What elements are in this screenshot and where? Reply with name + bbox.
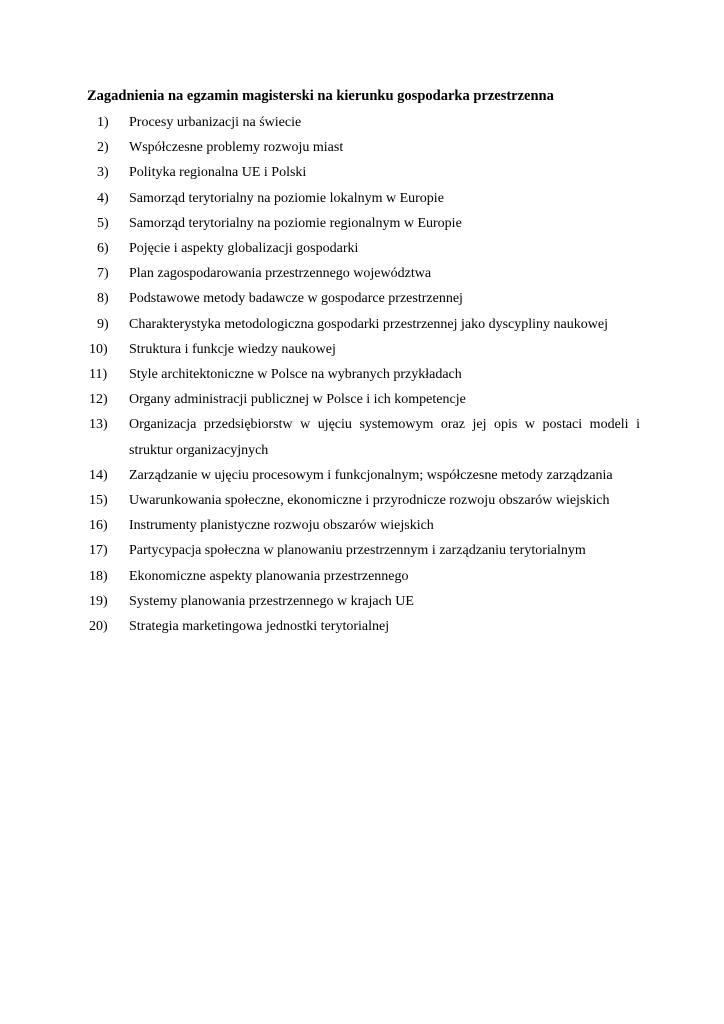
list-item <box>87 412 640 462</box>
list-item <box>87 160 640 185</box>
list-item-text: Plan zagospodarowania przestrzennego województwa <box>129 266 432 282</box>
list-item-number: 16) <box>89 518 108 534</box>
list-item-number: 19) <box>89 593 108 609</box>
list-item <box>87 211 640 236</box>
list-item <box>87 362 640 387</box>
list-item-text: Partycypacja społeczna w planowaniu przestrzennym i zarządzaniu terytorialnym <box>129 543 586 559</box>
list-item-text: Procesy urbanizacji na świecie <box>129 115 302 130</box>
list-item <box>87 110 640 135</box>
list-item-number: 4) <box>97 190 109 206</box>
list-item <box>87 186 640 211</box>
list-item <box>87 463 640 488</box>
list-item-text: Samorząd terytorialny na poziomie lokalnym w Europie <box>129 190 444 206</box>
list-item-number: 7) <box>97 266 109 282</box>
list-item <box>87 337 640 362</box>
list-item <box>87 312 640 337</box>
list-item <box>87 387 640 412</box>
list-item <box>87 614 640 639</box>
list-item-text: Style architektoniczne w Polsce na wybranych przykładach <box>129 367 462 383</box>
list-item-number: 9) <box>97 316 109 332</box>
list-item-number: 13) <box>89 417 108 433</box>
exam-topic-list <box>87 110 640 639</box>
list-item-text: Organy administracji publicznej w Polsce i ich kompetencje <box>129 392 466 408</box>
list-item <box>87 135 640 160</box>
list-item-text: Podstawowe metody badawcze w gospodarce przestrzennej <box>129 291 463 307</box>
list-item-text: Uwarunkowania społeczne, ekonomiczne i przyrodnicze rozwoju obszarów wiejskich <box>129 493 610 509</box>
list-item <box>87 538 640 563</box>
list-item-text: Ekonomiczne aspekty planowania przestrzennego <box>129 568 409 584</box>
list-item-number: 6) <box>97 241 109 257</box>
list-item-number: 11) <box>89 367 108 383</box>
list-item <box>87 564 640 589</box>
list-item-number: 17) <box>89 543 108 559</box>
list-item-number: 14) <box>89 467 108 483</box>
list-item-text: Organizacja przedsiębiorstw w ujęciu systemowym oraz jej opis w postaci modeli i struktur organizacyjnych <box>129 417 640 458</box>
list-item-number: 18) <box>89 568 108 584</box>
list-item-number: 15) <box>89 493 108 509</box>
list-item-text: Systemy planowania przestrzennego w krajach UE <box>129 593 414 609</box>
list-item-number: 8) <box>97 291 109 307</box>
list-item-number: 2) <box>97 140 109 156</box>
list-item <box>87 236 640 261</box>
list-item-number: 5) <box>97 215 109 231</box>
list-item-text: Współczesne problemy rozwoju miast <box>129 140 344 156</box>
list-item <box>87 286 640 311</box>
list-item-text: Struktura i funkcje wiedzy naukowej <box>129 341 336 357</box>
list-item <box>87 513 640 538</box>
list-item-number: 1) <box>97 115 109 130</box>
list-item-text: Pojęcie i aspekty globalizacji gospodarki <box>129 241 359 257</box>
list-item-number: 20) <box>89 619 108 635</box>
list-item-number: 10) <box>89 341 108 357</box>
list-item-text: Charakterystyka metodologiczna gospodarki przestrzennej jako dyscypliny naukowej <box>129 316 608 332</box>
list-item <box>87 261 640 286</box>
list-item-text: Zarządzanie w ujęciu procesowym i funkcjonalnym; współczesne metody zarządzania <box>129 467 613 483</box>
list-item-number: 12) <box>89 392 108 408</box>
list-item-text: Polityka regionalna UE i Polski <box>129 165 307 181</box>
list-item <box>87 488 640 513</box>
list-item-text: Instrumenty planistyczne rozwoju obszarów wiejskich <box>129 518 434 534</box>
list-item-text: Strategia marketingowa jednostki terytorialnej <box>129 619 390 635</box>
list-item-text: Samorząd terytorialny na poziomie regionalnym w Europie <box>129 215 462 231</box>
list-item-number: 3) <box>97 165 109 181</box>
list-item <box>87 589 640 614</box>
document-title: Zagadnienia na egzamin magisterski na kierunku gospodarka przestrzenna <box>87 88 554 104</box>
